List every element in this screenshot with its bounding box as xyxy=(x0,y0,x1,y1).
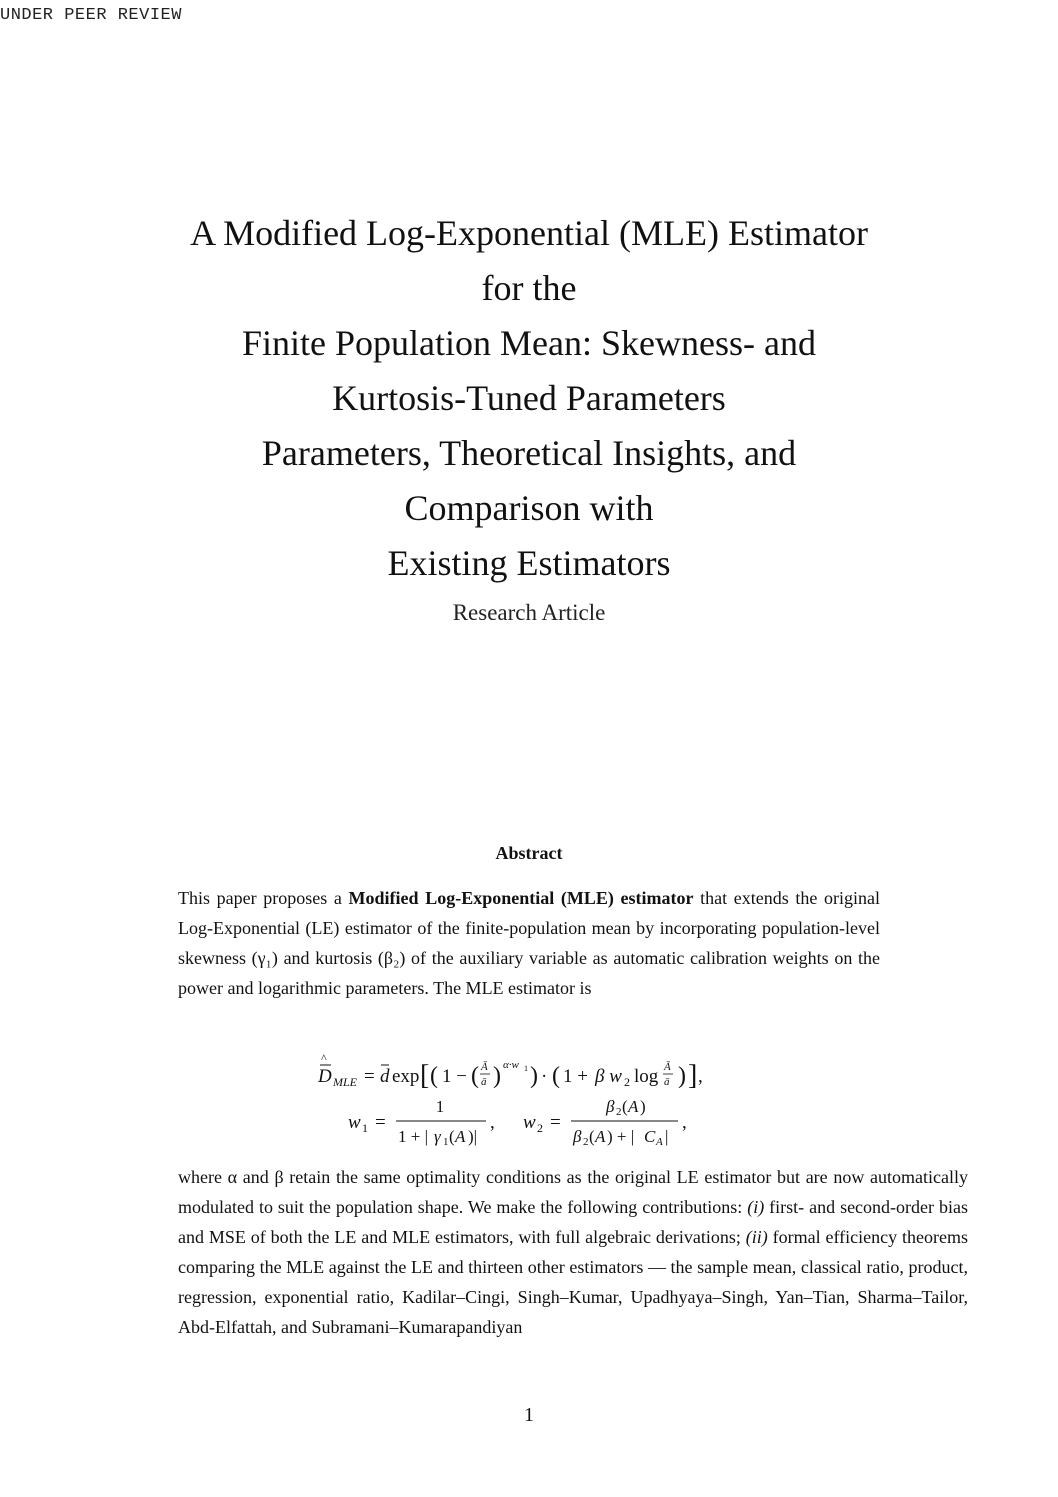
svg-text:A: A xyxy=(595,1127,606,1146)
abstract-text: that extends the original Log-Exponential (LE) estimator of the finite-population mean by incorporating population-level skewness (γ₁) and kurtosis (β₂) of the auxiliary variable as automatic calibration weights on the power and logarithmic parameters. The MLE estimator is xyxy=(178,888,881,998)
svg-text:ā: ā xyxy=(664,1076,670,1088)
paper-title xyxy=(100,206,958,591)
svg-text:)|: )| xyxy=(468,1127,478,1146)
abstract-text: first- and second-order bias and MSE of both the LE and MLE estimators, with full algebraic derivations; xyxy=(178,1197,968,1247)
abstract-paragraph-2 xyxy=(178,1162,968,1342)
svg-text:=: = xyxy=(364,1066,375,1087)
title-line: Kurtosis-Tuned Parameters xyxy=(332,378,726,418)
svg-text:]: ] xyxy=(688,1060,698,1091)
svg-text:1: 1 xyxy=(443,1136,449,1148)
svg-text:w: w xyxy=(348,1112,361,1133)
svg-text:(: ( xyxy=(622,1097,628,1116)
svg-text:γ: γ xyxy=(434,1127,441,1146)
svg-text:α·w: α·w xyxy=(503,1059,519,1071)
svg-text:MLE: MLE xyxy=(333,1075,357,1089)
svg-text:): ) xyxy=(530,1063,538,1089)
svg-text:β: β xyxy=(606,1097,615,1116)
svg-text:A: A xyxy=(656,1136,663,1148)
formula-line-2 xyxy=(348,1097,687,1148)
abstract-text: formal efficiency theorems comparing the MLE against the LE and thirteen other estimators — the sample mean, classical ratio, product, regression, exponential ratio, Kadilar–Cingi, Singh–Kumar, Upadhyaya–Singh, Yan–Tian, Sharma–Tailor, Abd-Elfattah, and Subramani–Kumarapandiyan xyxy=(178,1227,968,1337)
svg-text:ā: ā xyxy=(481,1076,487,1088)
svg-text:,: , xyxy=(698,1066,703,1087)
svg-text:) + |: ) + | xyxy=(607,1127,635,1146)
svg-text:1 +: 1 + xyxy=(563,1066,588,1087)
svg-text:(: ( xyxy=(589,1127,595,1146)
svg-text:w: w xyxy=(523,1112,536,1133)
formula-graphic xyxy=(178,1048,880,1148)
svg-text:[: [ xyxy=(420,1060,430,1091)
svg-text:(: ( xyxy=(449,1127,455,1146)
svg-text:2: 2 xyxy=(583,1136,589,1148)
page-number: 1 xyxy=(524,1404,534,1426)
contribution-marker: (i) xyxy=(747,1197,765,1217)
svg-text:2: 2 xyxy=(616,1106,622,1118)
svg-text:): ) xyxy=(678,1063,686,1089)
svg-text:C: C xyxy=(644,1127,656,1146)
svg-text:): ) xyxy=(493,1063,501,1089)
svg-text:(: ( xyxy=(430,1063,438,1089)
svg-text:D: D xyxy=(318,1066,332,1087)
svg-text:^: ^ xyxy=(321,1051,327,1065)
contribution-marker: (ii) xyxy=(745,1227,768,1247)
svg-text:,: , xyxy=(490,1112,495,1133)
abstract-text: This paper proposes a xyxy=(178,888,349,908)
title-line: for the xyxy=(481,268,577,308)
svg-text:·: · xyxy=(541,1066,548,1087)
review-watermark: UNDER PEER REVIEW xyxy=(0,6,182,25)
svg-text:=: = xyxy=(375,1112,386,1133)
title-line: Existing Estimators xyxy=(387,543,671,583)
svg-text:2: 2 xyxy=(537,1121,543,1135)
abstract-paragraph-1 xyxy=(178,883,880,1003)
article-type: Research Article xyxy=(452,600,606,625)
abstract-text: where α and β retain the same optimality conditions as the original LE estimator but are now automatically modulated to suit the population shape. We make the following contributions: xyxy=(178,1167,968,1217)
svg-text:A: A xyxy=(455,1127,466,1146)
svg-text:,: , xyxy=(682,1112,687,1133)
svg-text:(: ( xyxy=(552,1063,560,1089)
mle-estimator-formula xyxy=(178,1048,880,1148)
title-line: Parameters, Theoretical Insights, and xyxy=(261,433,797,473)
formula-line-1 xyxy=(317,1051,703,1091)
svg-text:β w: β w xyxy=(595,1066,622,1087)
svg-text:exp: exp xyxy=(392,1066,420,1087)
svg-text:d: d xyxy=(380,1066,390,1087)
svg-text:1: 1 xyxy=(362,1121,368,1135)
svg-text:=: = xyxy=(550,1112,561,1133)
svg-text:β: β xyxy=(573,1127,582,1146)
svg-text:Ā: Ā xyxy=(481,1061,488,1073)
svg-text:log: log xyxy=(634,1066,659,1087)
title-line: Finite Population Mean: Skewness- and xyxy=(242,323,816,363)
svg-text:Ā: Ā xyxy=(664,1061,671,1073)
title-line: Comparison with xyxy=(404,488,654,528)
svg-text:): ) xyxy=(640,1097,646,1116)
svg-text:2: 2 xyxy=(624,1075,630,1089)
abstract-bold-term: Modified Log-Exponential (MLE) estimator xyxy=(348,888,694,908)
svg-text:1: 1 xyxy=(435,1097,445,1116)
svg-text:|: | xyxy=(665,1127,669,1146)
abstract-heading: Abstract xyxy=(495,843,563,863)
svg-text:1 −: 1 − xyxy=(442,1066,467,1087)
svg-text:(: ( xyxy=(471,1063,479,1089)
svg-text:A: A xyxy=(628,1097,639,1116)
svg-text:1 + |: 1 + | xyxy=(398,1127,428,1146)
svg-text:1: 1 xyxy=(524,1064,528,1073)
title-line: A Modified Log-Exponential (MLE) Estimator xyxy=(190,213,868,253)
